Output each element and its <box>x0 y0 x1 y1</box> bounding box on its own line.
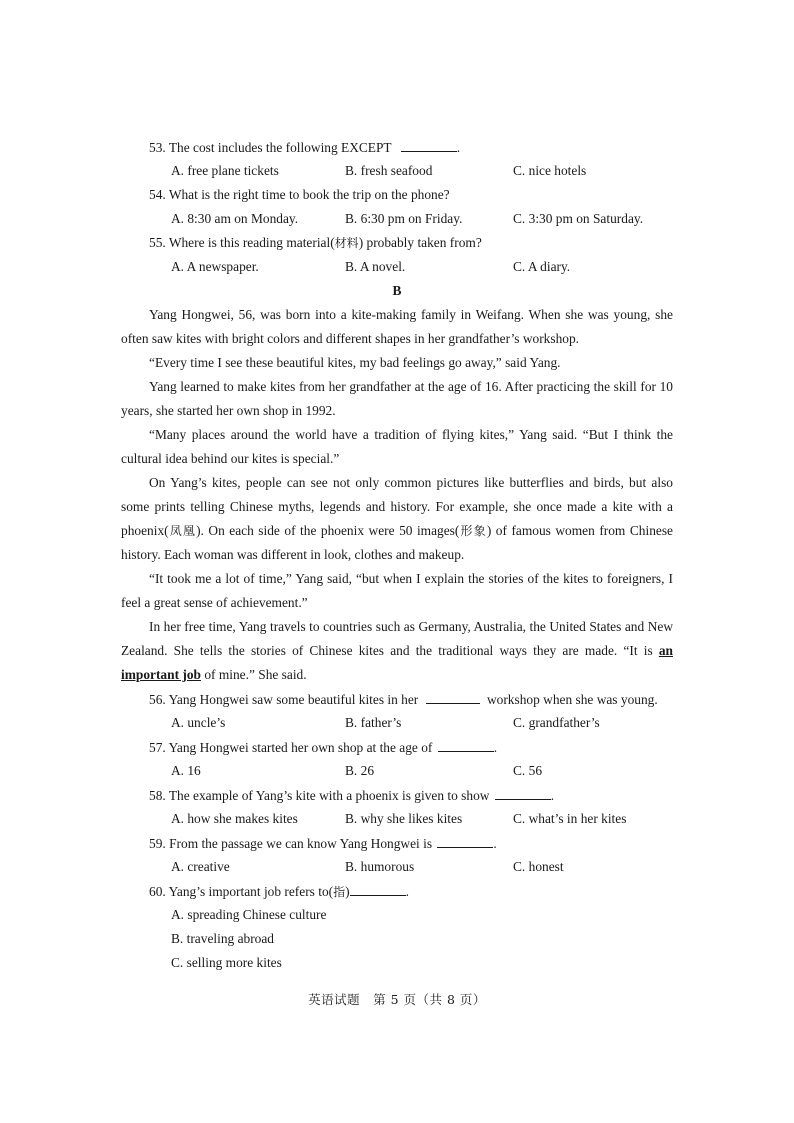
option-b: B. 26 <box>345 763 375 778</box>
question-53: 53. The cost includes the following EXCEPT . <box>149 140 461 155</box>
option-a: A. free plane tickets <box>171 163 279 178</box>
page-footer: 英语试题 第 5 页（共 8 页） <box>308 992 486 1007</box>
question-58: 58. The example of Yang’s kite with a phoenix is given to show . <box>149 788 555 803</box>
option-b: B. traveling abroad <box>171 931 274 946</box>
option-a: A. uncle’s <box>171 715 226 730</box>
answer-blank <box>401 139 457 152</box>
answer-blank <box>438 739 494 752</box>
passage-paragraph: In her free time, Yang travels to countries such as Germany, Australia, the United States and New Zealand. She tells the stories of Chinese kites and the traditional ways they are made. “It is an important job of mine.” She said. <box>121 619 673 682</box>
answer-blank <box>350 883 406 896</box>
passage-paragraph: “It took me a lot of time,” Yang said, “but when I explain the stories of the kites to foreigners, I feel a great sense of achievement.” <box>121 571 673 610</box>
answer-blank <box>437 835 493 848</box>
option-b: B. A novel. <box>345 259 406 274</box>
option-a: A. A newspaper. <box>171 259 259 274</box>
question-stem: 53. The cost includes the following EXCEPT <box>149 140 392 155</box>
option-a: A. how she makes kites <box>171 811 298 826</box>
option-c: C. nice hotels <box>513 163 587 178</box>
option-a: A. spreading Chinese culture <box>171 907 327 922</box>
option-c: C. honest <box>513 859 564 874</box>
passage-paragraph: “Many places around the world have a tradition of flying kites,” Yang said. “But I think the cultural idea behind our kites is special.” <box>121 427 673 466</box>
question-59: 59. From the passage we can know Yang Hongwei is . <box>149 836 497 851</box>
option-c: C. 3:30 pm on Saturday. <box>513 211 644 226</box>
option-a: A. 16 <box>171 763 201 778</box>
question-55: 55. Where is this reading material(材料) probably taken from? <box>149 235 482 250</box>
passage-paragraph: On Yang’s kites, people can see not only common pictures like butterflies and birds, but also some prints telling Chinese myths, legends and history. For example, she once made a kite with a phoenix(凤凰). On each side of the phoenix were 50 images(形象) of famous women from Chinese history. Each woman was different in look, clothes and makeup. <box>121 475 673 562</box>
option-c: C. selling more kites <box>171 955 282 970</box>
option-b: B. humorous <box>345 859 415 874</box>
question-60: 60. Yang’s important job refers to(指) . <box>149 884 409 899</box>
underlined-phrase: an important job <box>121 643 673 682</box>
passage-paragraph: “Every time I see these beautiful kites, my bad feelings go away,” said Yang. <box>149 355 561 370</box>
option-b: B. why she likes kites <box>345 811 463 826</box>
option-b: B. fresh seafood <box>345 163 433 178</box>
section-heading: B <box>392 283 402 298</box>
option-a: A. 8:30 am on Monday. <box>171 211 299 226</box>
answer-blank <box>495 787 551 800</box>
option-b: B. father’s <box>345 715 402 730</box>
question-56: 56. Yang Hongwei saw some beautiful kites in her workshop when she was young. <box>149 692 658 707</box>
passage-paragraph: Yang learned to make kites from her grandfather at the age of 16. After practicing the skill for 10 years, she started her own shop in 1992. <box>121 379 673 418</box>
option-c: C. grandfather’s <box>513 715 600 730</box>
option-c: C. 56 <box>513 763 543 778</box>
option-c: C. what’s in her kites <box>513 811 627 826</box>
question-57: 57. Yang Hongwei started her own shop at the age of . <box>149 740 498 755</box>
question-54: 54. What is the right time to book the trip on the phone? <box>149 187 450 202</box>
option-b: B. 6:30 pm on Friday. <box>345 211 463 226</box>
answer-blank <box>426 691 480 704</box>
passage-paragraph: Yang Hongwei, 56, was born into a kite-making family in Weifang. When she was young, she often saw kites with bright colors and different shapes in her grandfather’s workshop. <box>121 307 673 346</box>
option-c: C. A diary. <box>513 259 571 274</box>
option-a: A. creative <box>171 859 230 874</box>
